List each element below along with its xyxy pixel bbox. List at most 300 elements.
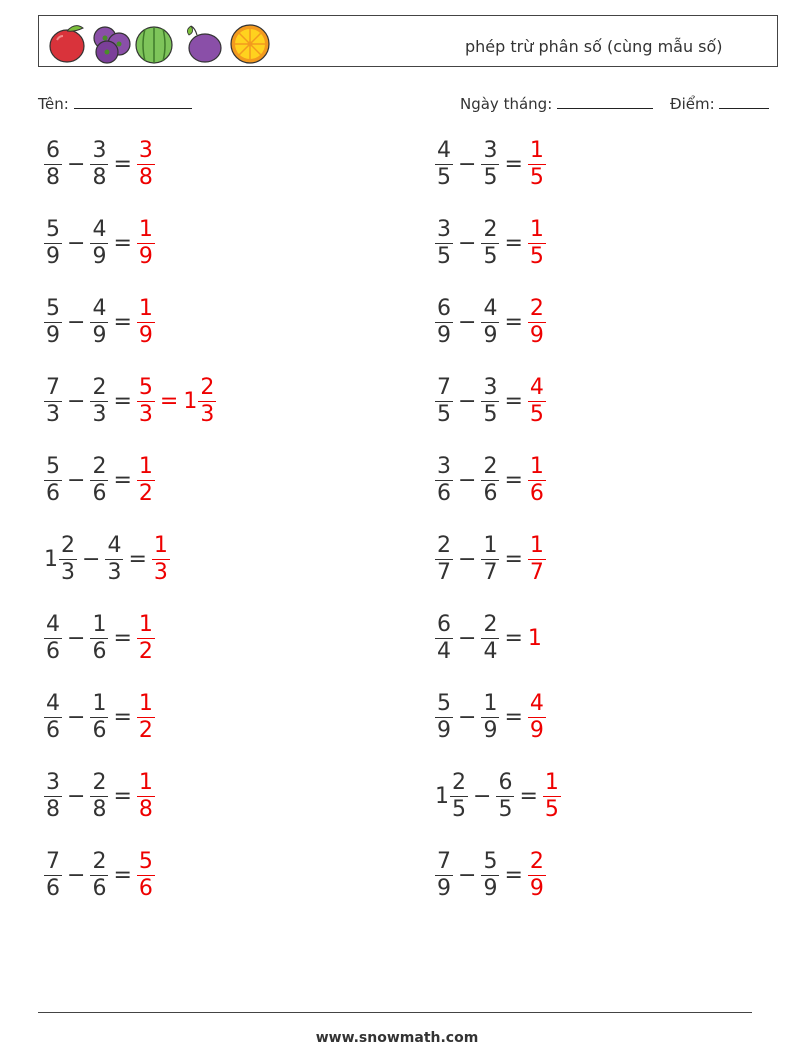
minus-sign: − <box>67 704 86 730</box>
problem-row <box>44 448 155 512</box>
equals-sign: = <box>504 862 523 888</box>
denominator: 6 <box>92 875 107 901</box>
subtrahend <box>481 375 499 428</box>
equals-sign: = <box>159 388 179 414</box>
equals-sign: = <box>113 625 132 651</box>
minuend <box>44 612 62 665</box>
fraction <box>435 138 453 191</box>
minuend <box>435 691 453 744</box>
minuend <box>435 375 453 428</box>
fraction <box>481 612 499 665</box>
minus-sign: − <box>67 467 86 493</box>
numerator: 7 <box>437 848 451 874</box>
denominator: 9 <box>138 243 153 269</box>
numerator: 7 <box>46 848 60 874</box>
problem-row <box>435 685 546 749</box>
denominator: 3 <box>61 559 75 585</box>
score-blank[interactable] <box>719 94 769 109</box>
numerator: 5 <box>46 295 60 321</box>
numerator: 1 <box>529 137 544 163</box>
equals-sign: = <box>504 388 523 414</box>
answer-fraction <box>137 612 155 665</box>
problem-row <box>44 685 155 749</box>
fraction <box>481 454 499 507</box>
minuend <box>435 217 453 270</box>
denominator: 9 <box>483 717 498 743</box>
fraction <box>481 533 499 586</box>
denominator: 9 <box>529 717 544 743</box>
answer-fraction <box>137 849 155 902</box>
numerator: 5 <box>437 690 451 716</box>
answer-fraction <box>543 770 561 823</box>
subtrahend <box>90 138 108 191</box>
fraction <box>435 375 453 428</box>
numerator: 2 <box>483 453 498 479</box>
numerator: 3 <box>483 374 498 400</box>
fraction <box>90 612 108 665</box>
problem-row <box>44 843 155 907</box>
numerator: 4 <box>92 216 107 242</box>
minus-sign: − <box>458 467 477 493</box>
denominator: 8 <box>138 164 153 190</box>
equals-sign: = <box>113 309 132 335</box>
numerator: 1 <box>153 532 168 558</box>
fraction <box>450 770 468 823</box>
denominator: 5 <box>437 164 451 190</box>
fraction <box>59 533 77 586</box>
answer <box>528 375 546 428</box>
answer-fraction <box>528 533 546 586</box>
fraction <box>435 849 453 902</box>
denominator: 3 <box>92 401 107 427</box>
denominator: 3 <box>46 401 60 427</box>
denominator: 5 <box>437 243 451 269</box>
answer-fraction <box>137 454 155 507</box>
numerator: 1 <box>483 690 498 716</box>
denominator: 6 <box>46 638 60 664</box>
subtrahend <box>496 770 514 823</box>
mixed-fraction <box>198 375 216 428</box>
problem-row <box>435 764 561 828</box>
fraction <box>90 375 108 428</box>
numerator: 5 <box>46 453 60 479</box>
fraction <box>435 217 453 270</box>
numerator: 7 <box>46 374 60 400</box>
answer-whole: 1 <box>527 625 542 651</box>
answer-fraction <box>528 849 546 902</box>
numerator: 1 <box>529 532 544 558</box>
denominator: 5 <box>452 796 466 822</box>
answer <box>528 626 542 651</box>
denominator: 7 <box>529 559 544 585</box>
minus-sign: − <box>458 704 477 730</box>
numerator: 2 <box>483 216 498 242</box>
numerator: 1 <box>529 453 544 479</box>
equals-sign: = <box>504 151 523 177</box>
fraction <box>481 217 499 270</box>
equals-sign: = <box>113 704 132 730</box>
numerator: 4 <box>529 690 544 716</box>
answer-fraction <box>528 691 546 744</box>
fraction <box>90 296 108 349</box>
problem-row <box>44 606 155 670</box>
denominator: 6 <box>92 717 107 743</box>
answer <box>528 217 546 270</box>
denominator: 6 <box>46 717 60 743</box>
numerator: 3 <box>437 216 451 242</box>
equals-sign: = <box>113 230 132 256</box>
score-field <box>670 94 769 113</box>
minus-sign: − <box>67 230 86 256</box>
equals-sign: = <box>113 783 132 809</box>
numerator: 2 <box>437 532 451 558</box>
numerator: 3 <box>46 769 60 795</box>
minuend <box>44 454 62 507</box>
numerator: 1 <box>138 295 153 321</box>
fraction <box>44 454 62 507</box>
equals-sign: = <box>504 704 523 730</box>
minuend <box>435 296 453 349</box>
fraction <box>435 533 453 586</box>
whole-number: 1 <box>435 783 449 809</box>
fraction <box>481 296 499 349</box>
denominator: 5 <box>544 796 559 822</box>
denominator: 6 <box>483 480 498 506</box>
numerator: 4 <box>46 611 60 637</box>
numerator: 2 <box>92 848 107 874</box>
minuend <box>435 454 453 507</box>
numerator: 2 <box>92 374 107 400</box>
fraction <box>90 217 108 270</box>
answer-fraction <box>528 217 546 270</box>
minus-sign: − <box>458 388 477 414</box>
subtrahend <box>90 217 108 270</box>
answer-fraction <box>528 454 546 507</box>
name-label: Tên: <box>38 95 69 113</box>
fraction <box>44 849 62 902</box>
orange-slice-icon <box>231 25 269 63</box>
numerator: 2 <box>92 453 107 479</box>
plum-group-icon <box>94 27 130 63</box>
problem-row <box>435 606 542 670</box>
answer-fraction <box>528 296 546 349</box>
subtrahend <box>90 612 108 665</box>
denominator: 7 <box>437 559 451 585</box>
denominator: 6 <box>46 480 60 506</box>
problem-row <box>435 290 546 354</box>
numerator: 4 <box>437 137 451 163</box>
numerator: 2 <box>529 848 544 874</box>
fraction <box>435 612 453 665</box>
answer <box>137 454 155 507</box>
fruit-icons <box>45 20 275 64</box>
answer <box>528 454 546 507</box>
denominator: 9 <box>483 875 498 901</box>
answer-fraction <box>137 296 155 349</box>
denominator: 8 <box>92 164 107 190</box>
equals-sign: = <box>519 783 538 809</box>
numerator: 2 <box>92 769 107 795</box>
minus-sign: − <box>458 230 477 256</box>
numerator: 6 <box>498 769 513 795</box>
subtrahend <box>481 691 499 744</box>
minuend <box>435 770 468 823</box>
numerator: 1 <box>92 690 107 716</box>
whole-number: 1 <box>44 546 58 572</box>
numerator: 3 <box>483 137 498 163</box>
denominator: 5 <box>529 401 544 427</box>
answer <box>137 849 155 902</box>
date-blank[interactable] <box>557 94 653 109</box>
problem-row <box>44 369 216 433</box>
fraction <box>481 138 499 191</box>
numerator: 1 <box>138 690 153 716</box>
subtrahend <box>90 849 108 902</box>
answer-fraction <box>137 375 155 428</box>
denominator: 9 <box>92 243 107 269</box>
numerator: 4 <box>92 295 107 321</box>
minus-sign: − <box>67 309 86 335</box>
numerator: 1 <box>529 216 544 242</box>
answer <box>528 296 546 349</box>
problem-row <box>435 211 546 275</box>
minuend <box>44 375 62 428</box>
denominator: 3 <box>107 559 122 585</box>
minuend <box>44 533 77 586</box>
numerator: 2 <box>200 374 215 400</box>
minus-sign: − <box>473 783 492 809</box>
fraction <box>105 533 123 586</box>
subtrahend <box>90 375 108 428</box>
equals-sign: = <box>504 230 523 256</box>
denominator: 6 <box>529 480 544 506</box>
equals-sign: = <box>113 467 132 493</box>
fraction <box>435 691 453 744</box>
denominator: 6 <box>92 638 107 664</box>
equals-sign: = <box>113 388 132 414</box>
fraction <box>481 691 499 744</box>
numerator: 3 <box>138 137 153 163</box>
fraction <box>90 691 108 744</box>
subtrahend <box>90 770 108 823</box>
numerator: 6 <box>437 611 451 637</box>
subtrahend <box>481 217 499 270</box>
fraction <box>44 296 62 349</box>
denominator: 8 <box>92 796 107 822</box>
answer <box>528 533 546 586</box>
subtrahend <box>481 454 499 507</box>
answer <box>528 849 546 902</box>
footer-url: www.snowmath.com <box>315 1030 479 1046</box>
minuend <box>435 138 453 191</box>
answer-fraction <box>137 691 155 744</box>
fraction <box>44 612 62 665</box>
equals-sign: = <box>504 309 523 335</box>
denominator: 8 <box>46 164 60 190</box>
numerator: 4 <box>529 374 544 400</box>
denominator: 4 <box>437 638 451 664</box>
answer <box>137 217 155 270</box>
problem-row <box>44 764 155 828</box>
denominator: 3 <box>200 401 215 427</box>
numerator: 3 <box>92 137 107 163</box>
minus-sign: − <box>458 151 477 177</box>
denominator: 5 <box>498 796 513 822</box>
denominator: 4 <box>483 638 498 664</box>
numerator: 1 <box>138 453 153 479</box>
fraction <box>481 849 499 902</box>
equals-sign: = <box>504 546 523 572</box>
worksheet-header <box>38 15 778 67</box>
fraction <box>435 454 453 507</box>
minuend <box>44 217 62 270</box>
answer-fraction <box>137 217 155 270</box>
answer <box>137 770 155 823</box>
denominator: 5 <box>437 401 451 427</box>
numerator: 5 <box>138 848 153 874</box>
denominator: 3 <box>138 401 153 427</box>
minus-sign: − <box>82 546 101 572</box>
problem-row <box>435 369 546 433</box>
equals-sign: = <box>113 151 132 177</box>
equals-sign: = <box>128 546 147 572</box>
denominator: 9 <box>138 322 153 348</box>
numerator: 2 <box>452 769 466 795</box>
denominator: 9 <box>92 322 107 348</box>
fraction <box>90 454 108 507</box>
answer <box>528 138 546 191</box>
denominator: 9 <box>437 322 451 348</box>
answer <box>137 138 155 191</box>
answer-fraction <box>152 533 170 586</box>
minus-sign: − <box>458 625 477 651</box>
problem-row <box>435 132 546 196</box>
answer <box>528 691 546 744</box>
problem-row <box>435 843 546 907</box>
answer <box>137 691 155 744</box>
fraction <box>44 770 62 823</box>
problem-row <box>44 527 170 591</box>
minus-sign: − <box>67 151 86 177</box>
denominator: 5 <box>483 401 498 427</box>
denominator: 5 <box>483 164 498 190</box>
minuend <box>44 691 62 744</box>
subtrahend <box>105 533 123 586</box>
denominator: 6 <box>138 875 153 901</box>
minuend <box>435 612 453 665</box>
denominator: 9 <box>529 875 544 901</box>
fraction <box>90 849 108 902</box>
denominator: 9 <box>437 875 451 901</box>
footer-divider <box>38 1012 752 1013</box>
equals-sign: = <box>504 467 523 493</box>
subtrahend <box>481 849 499 902</box>
subtrahend <box>481 138 499 191</box>
equals-sign: = <box>504 625 523 651</box>
worksheet-title: phép trừ phân số (cùng mẫu số) <box>465 37 723 56</box>
numerator: 2 <box>61 532 75 558</box>
denominator: 2 <box>138 480 153 506</box>
denominator: 5 <box>483 243 498 269</box>
numerator: 2 <box>529 295 544 321</box>
fraction <box>481 375 499 428</box>
answer <box>137 375 216 428</box>
denominator: 5 <box>529 243 544 269</box>
answer <box>137 612 155 665</box>
answer <box>543 770 561 823</box>
numerator: 5 <box>138 374 153 400</box>
fraction <box>44 375 62 428</box>
minuend <box>435 533 453 586</box>
minus-sign: − <box>458 309 477 335</box>
subtrahend <box>481 533 499 586</box>
score-label: Điểm: <box>670 95 715 113</box>
minus-sign: − <box>458 862 477 888</box>
subtrahend <box>90 454 108 507</box>
mixed-whole: 1 <box>183 388 198 414</box>
denominator: 6 <box>46 875 60 901</box>
denominator: 5 <box>529 164 544 190</box>
minus-sign: − <box>458 546 477 572</box>
numerator: 1 <box>483 532 498 558</box>
name-field <box>38 94 192 113</box>
minus-sign: − <box>67 625 86 651</box>
subtrahend <box>481 296 499 349</box>
answer-fraction <box>528 138 546 191</box>
denominator: 8 <box>46 796 60 822</box>
denominator: 6 <box>437 480 451 506</box>
numerator: 2 <box>483 611 498 637</box>
numerator: 1 <box>92 611 107 637</box>
equals-sign: = <box>113 862 132 888</box>
minuend <box>44 138 62 191</box>
numerator: 4 <box>483 295 498 321</box>
denominator: 6 <box>92 480 107 506</box>
numerator: 6 <box>437 295 451 321</box>
name-blank[interactable] <box>74 94 192 109</box>
denominator: 9 <box>437 717 451 743</box>
date-field <box>460 94 653 113</box>
fraction <box>90 770 108 823</box>
date-label: Ngày tháng: <box>460 95 553 113</box>
answer <box>137 296 155 349</box>
numerator: 6 <box>46 137 60 163</box>
numerator: 7 <box>437 374 451 400</box>
fraction <box>44 138 62 191</box>
problem-row <box>44 132 155 196</box>
minus-sign: − <box>67 783 86 809</box>
numerator: 1 <box>138 611 153 637</box>
numerator: 5 <box>483 848 498 874</box>
denominator: 7 <box>483 559 498 585</box>
problem-row <box>435 527 546 591</box>
apple-icon <box>50 26 84 62</box>
answer-fraction <box>528 375 546 428</box>
fraction <box>496 770 514 823</box>
denominator: 3 <box>153 559 168 585</box>
fraction <box>90 138 108 191</box>
denominator: 2 <box>138 638 153 664</box>
answer <box>152 533 170 586</box>
subtrahend <box>481 612 499 665</box>
numerator: 1 <box>138 216 153 242</box>
numerator: 4 <box>107 532 122 558</box>
denominator: 9 <box>529 322 544 348</box>
numerator: 1 <box>138 769 153 795</box>
answer-fraction <box>137 138 155 191</box>
plum-icon <box>187 26 221 62</box>
fraction <box>44 691 62 744</box>
